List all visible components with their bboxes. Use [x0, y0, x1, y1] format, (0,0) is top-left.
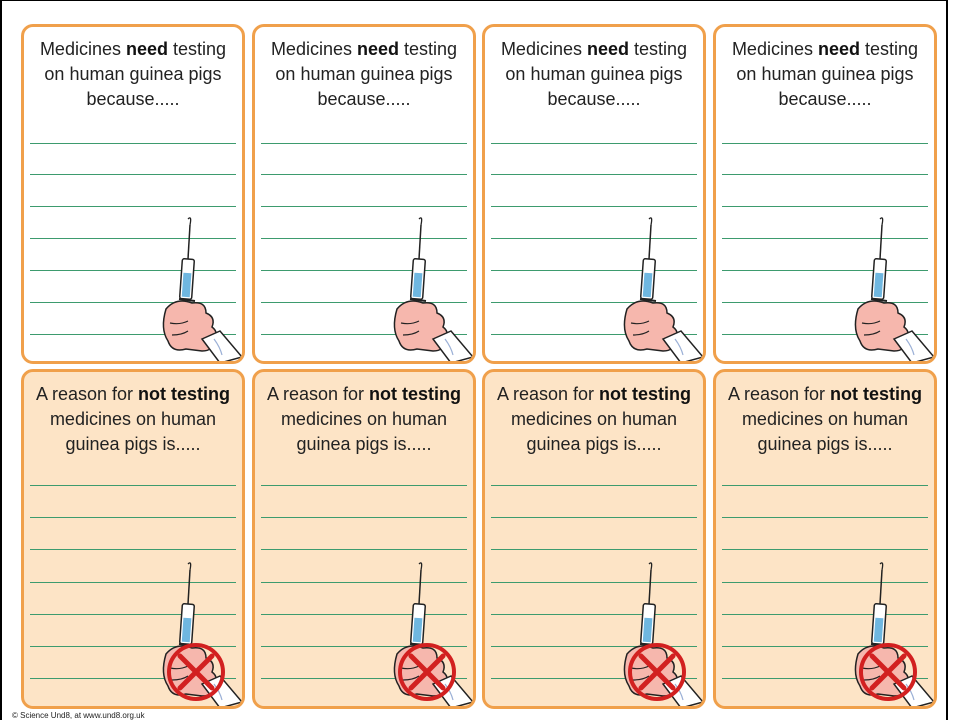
syringe-in-hand-icon	[383, 211, 473, 361]
prompt-text: guinea pigs is.....	[757, 434, 893, 454]
writing-line[interactable]	[261, 549, 467, 550]
prompt-text: testing	[168, 39, 227, 59]
crossed-syringe-icon	[383, 556, 473, 706]
prompt-text: on human guinea pigs	[505, 64, 683, 84]
syringe-in-hand-icon	[613, 211, 703, 361]
prompt-text: guinea pigs is.....	[65, 434, 201, 454]
prompt-text: guinea pigs is.....	[296, 434, 432, 454]
prompt-text: Medicines	[39, 39, 126, 59]
writing-line[interactable]	[491, 517, 697, 518]
prompt-emphasis: not testing	[830, 384, 923, 404]
crossed-syringe-icon	[152, 556, 242, 706]
card-prompt	[255, 382, 473, 457]
prompt-emphasis: not testing	[138, 384, 231, 404]
writing-line[interactable]	[722, 549, 928, 550]
writing-line[interactable]	[491, 206, 697, 207]
need-testing-card	[713, 24, 937, 364]
writing-line[interactable]	[491, 174, 697, 175]
card-prompt	[716, 382, 934, 457]
writing-line[interactable]	[722, 206, 928, 207]
writing-line[interactable]	[722, 485, 928, 486]
card-prompt	[485, 37, 703, 112]
prompt-text: because.....	[547, 89, 641, 109]
prompt-text: on human guinea pigs	[44, 64, 222, 84]
writing-line[interactable]	[722, 143, 928, 144]
writing-line[interactable]	[261, 206, 467, 207]
writing-line[interactable]	[261, 517, 467, 518]
page-edge	[946, 0, 960, 720]
card-prompt	[24, 37, 242, 112]
prompt-text: A reason for	[496, 384, 600, 404]
writing-line[interactable]	[30, 174, 236, 175]
writing-line[interactable]	[491, 549, 697, 550]
need-testing-card	[21, 24, 245, 364]
not-testing-card	[21, 369, 245, 709]
need-testing-card	[482, 24, 706, 364]
crossed-syringe-icon	[844, 556, 934, 706]
copyright-notice: © Science Und8, at www.und8.org.uk	[12, 711, 145, 720]
writing-line[interactable]	[261, 485, 467, 486]
need-testing-card	[252, 24, 476, 364]
writing-line[interactable]	[30, 517, 236, 518]
writing-line[interactable]	[261, 174, 467, 175]
prompt-emphasis: not testing	[369, 384, 462, 404]
prompt-text: testing	[860, 39, 919, 59]
prompt-text: testing	[399, 39, 458, 59]
prompt-text: medicines on human	[741, 409, 909, 429]
card-prompt	[716, 37, 934, 112]
prompt-text: medicines on human	[280, 409, 448, 429]
not-testing-card	[713, 369, 937, 709]
prompt-text: medicines on human	[49, 409, 217, 429]
prompt-text: A reason for	[35, 384, 139, 404]
prompt-emphasis: need	[356, 39, 399, 59]
prompt-text: because.....	[778, 89, 872, 109]
not-testing-card	[482, 369, 706, 709]
crossed-syringe-icon	[613, 556, 703, 706]
writing-line[interactable]	[30, 485, 236, 486]
prompt-emphasis: need	[586, 39, 629, 59]
syringe-in-hand-icon	[152, 211, 242, 361]
card-prompt	[24, 382, 242, 457]
prompt-text: Medicines	[731, 39, 818, 59]
prompt-emphasis: need	[125, 39, 168, 59]
prompt-text: on human guinea pigs	[275, 64, 453, 84]
writing-line[interactable]	[30, 549, 236, 550]
prompt-text: because.....	[86, 89, 180, 109]
writing-line[interactable]	[491, 485, 697, 486]
writing-line[interactable]	[261, 143, 467, 144]
card-prompt	[485, 382, 703, 457]
prompt-text: medicines on human	[510, 409, 678, 429]
prompt-emphasis: need	[817, 39, 860, 59]
card-prompt	[255, 37, 473, 112]
writing-line[interactable]	[722, 174, 928, 175]
prompt-text: Medicines	[500, 39, 587, 59]
writing-line[interactable]	[722, 517, 928, 518]
prompt-text: guinea pigs is.....	[526, 434, 662, 454]
writing-line[interactable]	[30, 206, 236, 207]
writing-line[interactable]	[491, 143, 697, 144]
prompt-text: because.....	[317, 89, 411, 109]
prompt-text: A reason for	[266, 384, 370, 404]
syringe-in-hand-icon	[844, 211, 934, 361]
prompt-text: testing	[629, 39, 688, 59]
prompt-text: A reason for	[727, 384, 831, 404]
prompt-text: Medicines	[270, 39, 357, 59]
prompt-emphasis: not testing	[599, 384, 692, 404]
writing-line[interactable]	[30, 143, 236, 144]
not-testing-card	[252, 369, 476, 709]
prompt-text: on human guinea pigs	[736, 64, 914, 84]
